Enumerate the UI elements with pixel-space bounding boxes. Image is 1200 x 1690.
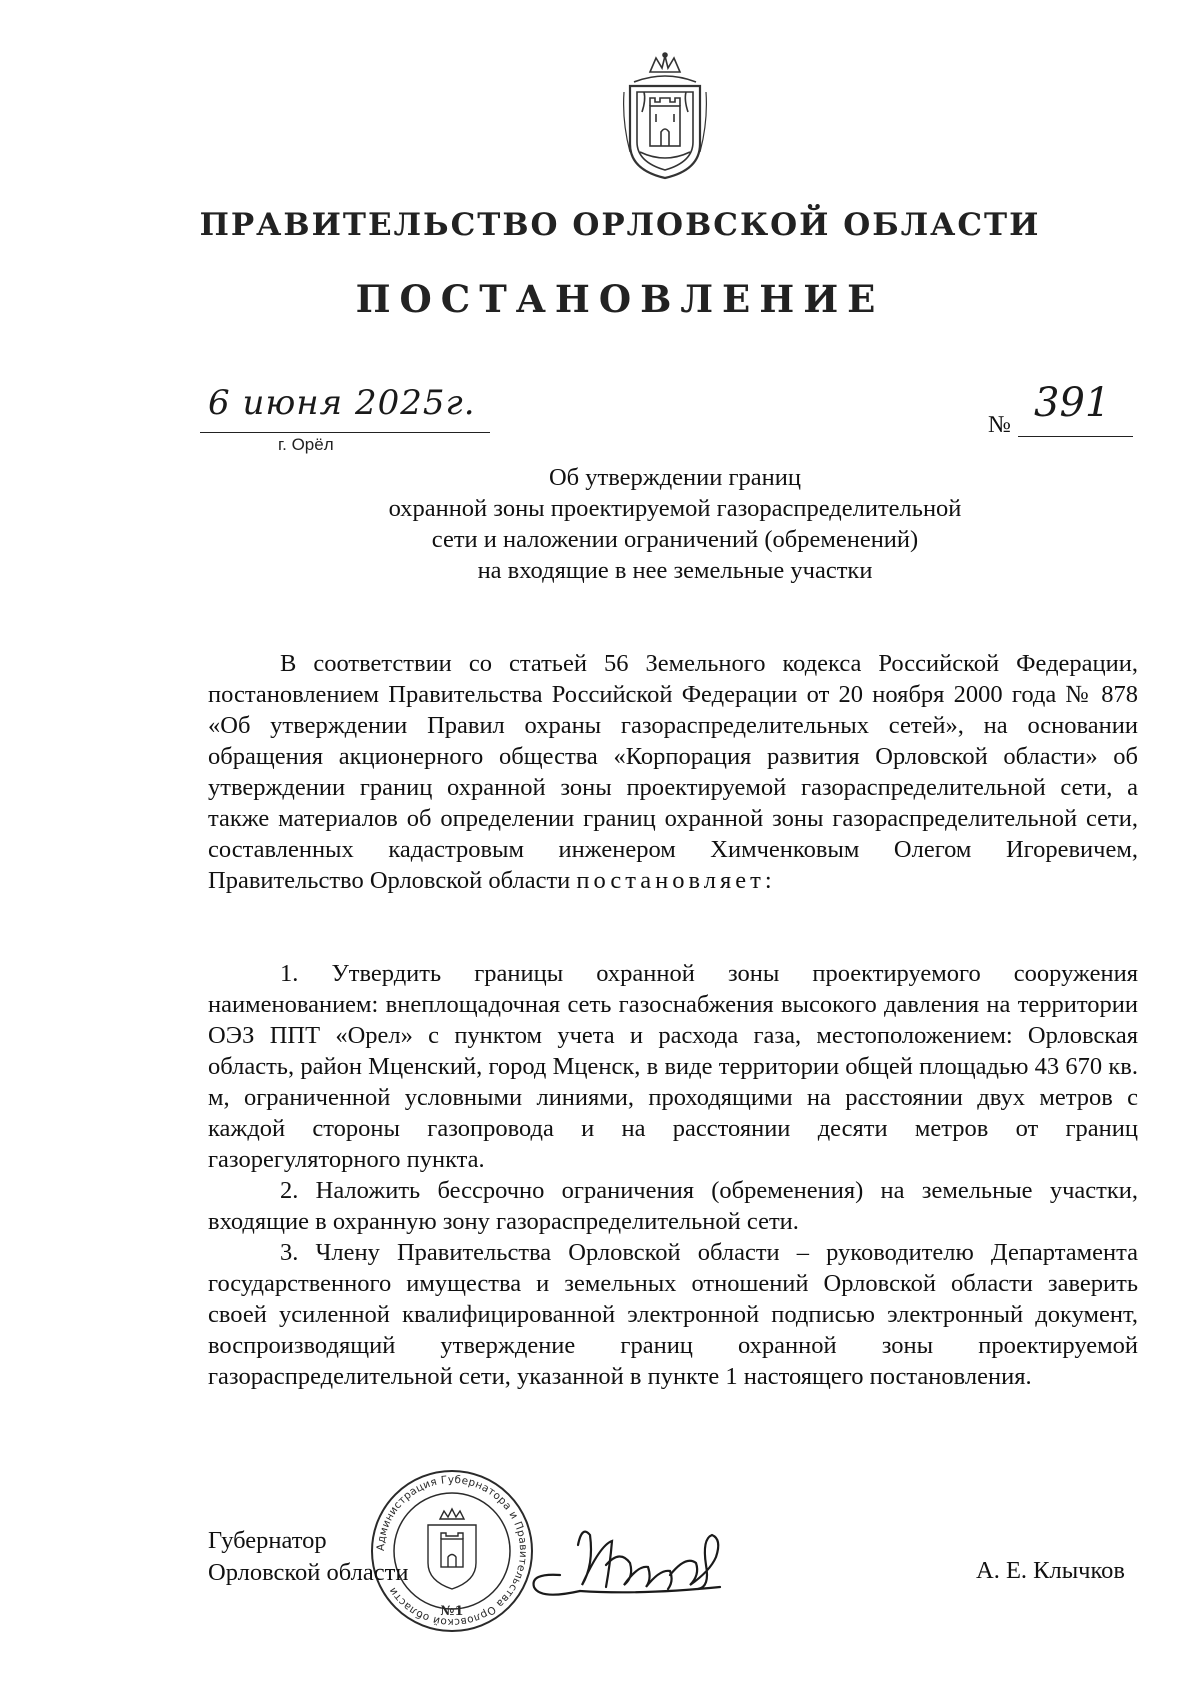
position-line: Губернатор bbox=[208, 1527, 327, 1554]
signatory-name: А. Е. Клычков bbox=[976, 1557, 1125, 1584]
signatory-position bbox=[208, 1525, 408, 1589]
resolution-items bbox=[208, 958, 1138, 1392]
svg-text:№1: №1 bbox=[440, 1604, 464, 1619]
number-underline bbox=[1018, 436, 1133, 437]
resolves-word: постановляет: bbox=[576, 867, 776, 894]
svg-text:Администрация Губернатора и Пр: Администрация Губернатора и Правительства Орловской области bbox=[374, 1473, 530, 1629]
organization-title: ПРАВИТЕЛЬСТВО ОРЛОВСКОЙ ОБЛАСТИ bbox=[199, 207, 1041, 243]
handwritten-date: 6 июня 2025г. bbox=[208, 383, 476, 423]
city-label: г. Орёл bbox=[278, 435, 334, 454]
subject-line: охранной зоны проектируемой газораспределительной bbox=[388, 495, 962, 522]
handwritten-signature bbox=[520, 1505, 740, 1615]
preamble-paragraph bbox=[208, 648, 1138, 896]
subject-line: на входящие в нее земельные участки bbox=[477, 557, 873, 584]
document-type-title: ПОСТАНОВЛЕНИЕ bbox=[355, 277, 885, 321]
item-1: 1. Утвердить границы охранной зоны проектируемого сооружения наименованием: внеплощадочная сеть газоснабжения высокого давления на территории ОЭЗ ППТ «Орел» с пунктом учета и расхода газа, местоположением: Орловская область, район Мценский, город Мценск, в виде территории общей площадью 43 670 кв. м, ограниченной условными линиями, проходящими на расстоянии двух метров с каждой стороны газопровода и на расстоянии десяти метров от границ газорегуляторного пункта. bbox=[208, 960, 1138, 1173]
document-subject bbox=[330, 462, 1020, 586]
item-3: 3. Члену Правительства Орловской области – руководителю Департамента государственного имущества и земельных отношений Орловской области заверить своей усиленной квалифицированной электронной подписью электронный документ, воспроизводящий утверждение границ охранной зоны проектируемой газораспределительной сети, указанной в пункте 1 настоящего постановления. bbox=[208, 1239, 1138, 1390]
handwritten-number: 391 bbox=[1034, 380, 1111, 426]
number-label: № bbox=[988, 412, 1011, 438]
subject-line: сети и наложении ограничений (обременений) bbox=[431, 526, 919, 553]
coat-of-arms-emblem bbox=[620, 52, 710, 182]
preamble-text: В соответствии со статьей 56 Земельного кодекса Российской Федерации, постановлением Правительства Российской Федерации от 20 ноября 2000 года № 878 «Об утверждении Правил охраны газораспределительных сетей», на основании обращения акционерного общества «Корпорация развития Орловской области» об утверждении границ охранной зоны проектируемой газораспределительной сети, а также материалов об определении границ охранной зоны газораспределительной сети, составленных кадастровым инженером Химченковым Олегом Игоревичем, Правительство Орловской области постановляет: bbox=[208, 650, 1138, 894]
subject-line: Об утверждении границ bbox=[548, 464, 802, 491]
date-underline bbox=[200, 432, 490, 433]
position-line: Орловской области bbox=[208, 1559, 409, 1586]
item-2: 2. Наложить бессрочно ограничения (обременения) на земельные участки, входящие в охранную зону газораспределительной сети. bbox=[208, 1177, 1138, 1235]
